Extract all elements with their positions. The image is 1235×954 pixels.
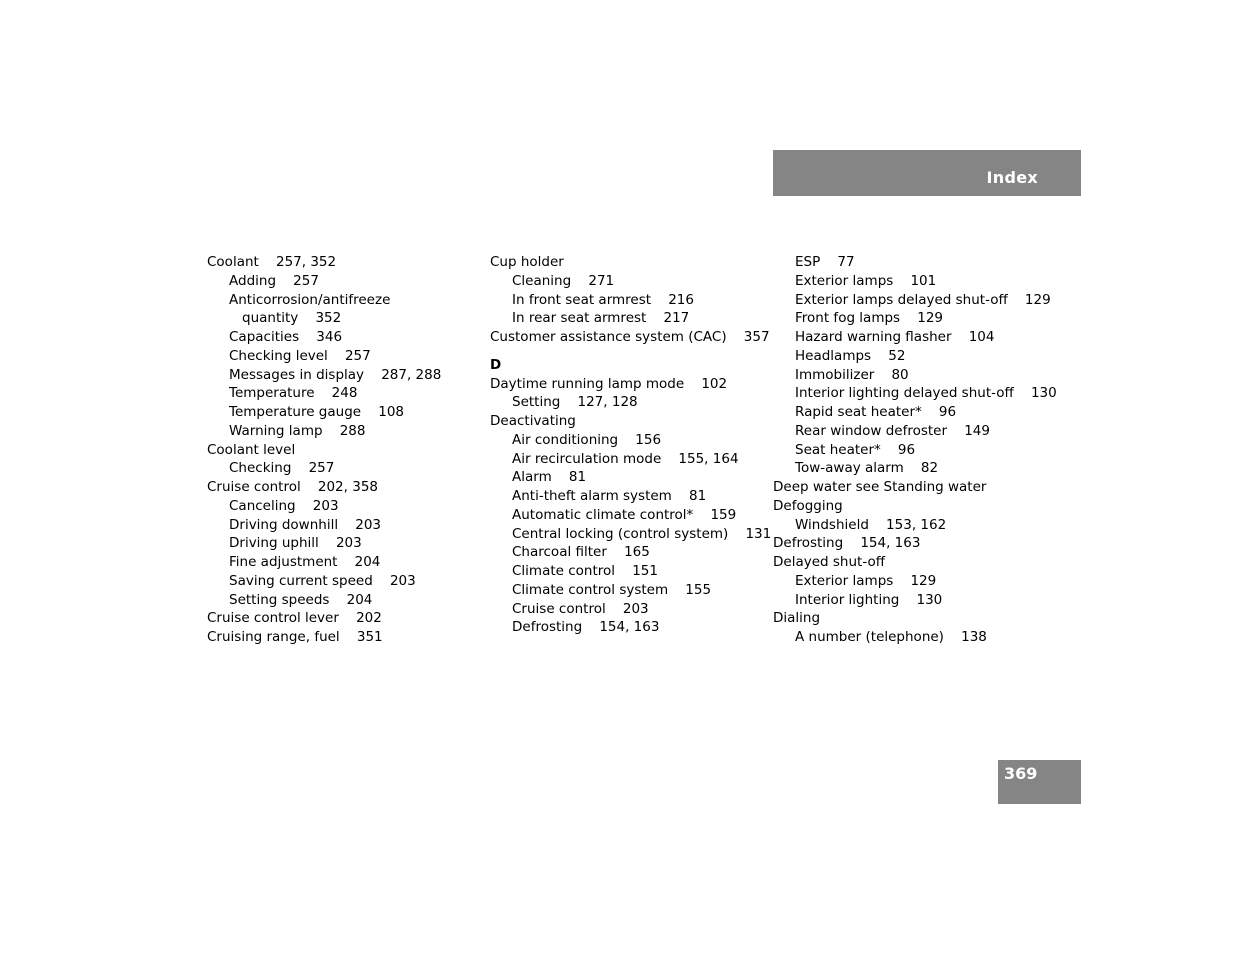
index-subentry: quantity 352 [242, 310, 342, 327]
index-subentry: Central locking (control system) 131 [512, 525, 772, 542]
index-subentry: Air recirculation mode 155, 164 [512, 450, 739, 467]
index-subentry: Rapid seat heater* 96 [795, 404, 957, 420]
index-entry: Cruise control 202, 358 [207, 479, 378, 495]
index-letter-heading: D [490, 356, 502, 373]
index-column-1 [207, 253, 482, 647]
page-number-box [998, 760, 1081, 804]
index-subentry: Alarm 81 [512, 469, 587, 486]
index-subentry: Capacities 346 [229, 329, 343, 345]
index-subentry: Air conditioning 156 [512, 431, 662, 448]
index-entry: Cruise control lever 202 [207, 610, 382, 627]
index-subentry: Seat heater* 96 [795, 441, 916, 458]
index-entry: Coolant level [207, 441, 296, 458]
index-subentry: Setting speeds 204 [229, 591, 373, 608]
index-subentry: Front fog lamps 129 [795, 310, 944, 327]
index-subentry: Exterior lamps 101 [795, 272, 937, 289]
index-subentry: Hazard warning flasher 104 [795, 329, 995, 345]
index-subentry: Fine adjustment 204 [229, 554, 381, 570]
index-subentry: Canceling 203 [229, 497, 339, 514]
index-subentry: Headlamps 52 [795, 347, 906, 364]
page-number: 369 [1004, 764, 1038, 783]
index-entry: Delayed shut-off [773, 554, 886, 570]
index-subentry: A number (telephone) 138 [795, 629, 987, 645]
section-header-tab [773, 150, 1081, 196]
index-subentry: Automatic climate control* 159 [512, 506, 737, 523]
index-subentry: Immobilizer 80 [795, 366, 909, 383]
index-entry: Dialing [773, 610, 821, 627]
index-subentry: Defrosting 154, 163 [512, 619, 660, 636]
index-subentry: Interior lighting 130 [795, 591, 943, 608]
index-entry: Defogging [773, 497, 843, 514]
index-subentry: Adding 257 [229, 272, 319, 289]
index-subentry: Climate control system 155 [512, 581, 712, 598]
index-column-2 [490, 253, 772, 637]
index-subentry: Temperature 248 [229, 385, 358, 402]
index-entry: Coolant 257, 352 [207, 254, 337, 270]
index-subentry: Setting 127, 128 [512, 394, 638, 411]
index-subentry: In rear seat armrest 217 [512, 310, 690, 327]
index-subentry: In front seat armrest 216 [512, 291, 694, 308]
index-entry: Deep water see Standing water [773, 479, 987, 495]
section-title: Index [986, 168, 1038, 187]
index-entry: Cruising range, fuel 351 [207, 629, 383, 645]
index-column-3 [773, 253, 1057, 647]
index-subentry: Driving downhill 203 [229, 516, 382, 533]
index-entry: Defrosting 154, 163 [773, 535, 921, 552]
index-entry: Daytime running lamp mode 102 [490, 375, 728, 392]
index-subentry: Cruise control 203 [512, 600, 649, 617]
index-subentry: Tow-away alarm 82 [795, 460, 939, 477]
index-subentry: Interior lighting delayed shut-off 130 [795, 385, 1057, 402]
index-subentry: Temperature gauge 108 [229, 404, 405, 420]
index-subentry: Driving uphill 203 [229, 535, 362, 552]
index-subentry: Anti-theft alarm system 81 [512, 488, 707, 504]
index-subentry: Warning lamp 288 [229, 422, 366, 439]
index-entry: Deactivating [490, 413, 576, 429]
index-subentry: Windshield 153, 162 [795, 516, 947, 533]
index-subentry: Checking level 257 [229, 347, 371, 364]
index-subentry: Exterior lamps 129 [795, 572, 937, 589]
index-subentry: Saving current speed 203 [229, 572, 416, 589]
index-subentry: Checking 257 [229, 460, 335, 477]
index-subentry: Anticorrosion/antifreeze [229, 291, 391, 308]
index-subentry: Rear window defroster 149 [795, 422, 990, 439]
index-subentry: Charcoal filter 165 [512, 544, 650, 561]
index-entry: Customer assistance system (CAC) 357 [490, 329, 770, 345]
index-subentry: Cleaning 271 [512, 272, 615, 289]
index-subentry: Climate control 151 [512, 563, 658, 579]
index-subentry: Exterior lamps delayed shut-off 129 [795, 291, 1051, 308]
index-entry: Cup holder [490, 254, 564, 270]
index-subentry: Messages in display 287, 288 [229, 366, 442, 383]
index-subentry: ESP 77 [795, 254, 855, 270]
